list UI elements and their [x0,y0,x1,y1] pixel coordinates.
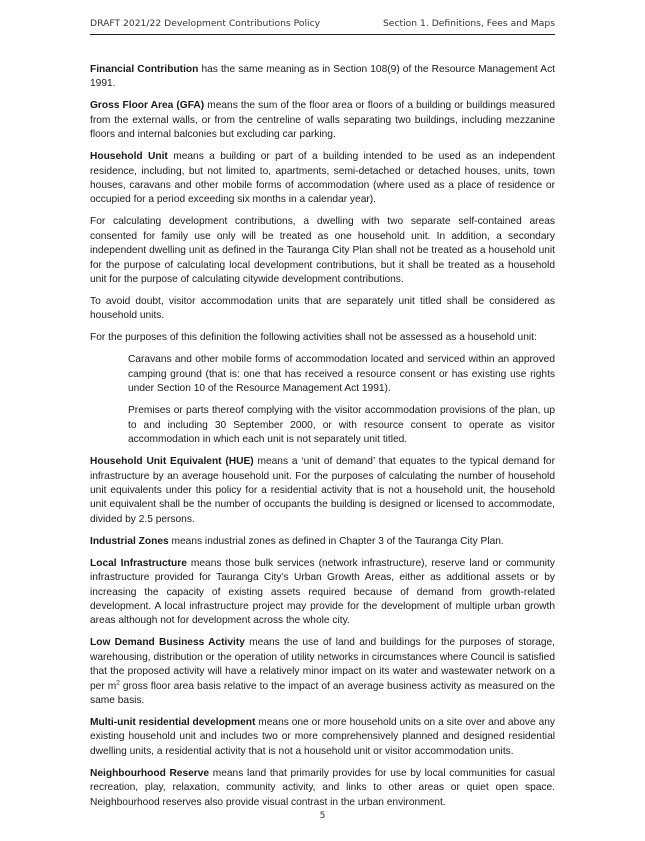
definition-term: Gross Floor Area (GFA) [90,100,205,112]
superscript: 2 [116,679,120,687]
definition-text: means the sum of the floor area or floors of a building or buildings measured from the external walls, or from the centreline of walls separating two buildings, including mezzanine floors and internal balconies but excluding car parking. [90,100,555,141]
header-section-title: Section 1. Definitions, Fees and Maps [382,18,555,29]
definition-term: Low Demand Business Activity [90,637,245,649]
page-header [90,18,555,35]
definition-household-unit-equivalent [90,455,555,527]
definition-text: means those bulk services (network infrastructure), reserve land or community infrastructure provided for Tauranga City’s Urban Growth Areas, either as additional assets or by increasing the capacity of existing assets required because of demand from growth-related development. A local infrastructure project may provide for the development of multiple urban growth areas although not for development across the whole city. [90,557,555,627]
definition-term: Neighbourhood Reserve [90,767,210,779]
definition-term: Multi-unit residential development [90,716,256,728]
definition-household-unit [90,150,555,208]
definition-financial-contribution [90,63,555,92]
exclusion-item: Caravans and other mobile forms of accommodation located and serviced within an approved camping ground (that is: one that has received a resource consent or has existing use rights under Section 10 of the Resource Management Act 1991). [128,354,555,395]
household-paragraph: For calculating development contributions, a dwelling with two separate self-contained areas consented for family use only will be treated as one household unit. In addition, a secondary independent dwelling unit as defined in the Tauranga City Plan shall not be treated as a household unit for the purpose of calculating local development contributions, but it shall be treated as a household unit for the purpose of calculating citywide development contributions. [90,216,555,286]
definition-multi-unit-residential [90,716,555,759]
definition-text: gross floor area basis relative to the impact of an average business activity as measured on the same basis. [90,680,555,706]
household-paragraph: For the purposes of this definition the following activities shall not be assessed as a household unit: [90,332,537,344]
definition-text: has the same meaning as in Section 108(9) of the Resource Management Act 1991. [90,64,556,90]
definition-text: means industrial zones as defined in Chapter 3 of the Tauranga City Plan. [168,535,504,547]
definition-local-infrastructure [90,557,555,629]
household-paragraph: To avoid doubt, visitor accommodation units that are separately unit titled shall be considered as household units. [90,296,555,322]
definition-text: means one or more household units on a site over and above any existing household unit and includes two or more comprehensively planned and designed residential dwelling units, a residential activity that is not a household unit or visitor accommodation units. [90,716,555,757]
definition-term: Industrial Zones [90,535,169,547]
definition-term: Household Unit [90,151,168,163]
header-document-title: DRAFT 2021/22 Development Contributions Policy [90,18,321,29]
definition-text: means a building or part of a building intended to be used as an independent residence, including, but not limited to, apartments, semi-detached or detached houses, units, town houses, caravans and other mobile forms of accommodation (where used as a place of residence or occupied for a period exceeding six months in a calendar year). [90,151,555,206]
definition-term: Local Infrastructure [90,557,187,569]
definition-term: Household Unit Equivalent (HUE) [90,456,254,468]
definition-text: means land that primarily provides for use by local communities for casual recreation, play, relaxation, community activity, and links to other areas or quiet open space. Neighbourhood reserves also provide visual contrast in the urban environment. [90,767,555,808]
page-number: 5 [319,811,326,821]
definition-text: means a ‘unit of demand’ that equates to the typical demand for infrastructure by an average household unit. For the purposes of calculating the number of household unit equivalents under this policy for a residential activity that is not a household unit, the household unit equivalent shall be the number of occupants the building is designed or licensed to accommodate, divided by 2.5 persons. [90,456,555,525]
definition-gross-floor-area [90,99,555,142]
definition-industrial-zones [90,535,555,549]
definition-neighbourhood-reserve [90,767,555,810]
definition-term: Financial Contribution [90,64,199,75]
definition-low-demand-business-activity [90,636,555,708]
exclusion-item: Premises or parts thereof complying with the visitor accommodation provisions of the plan, up to and including 30 September 2000, or with resource consent to operate as visitor accommodation in which each unit is not separately unit titled. [128,405,555,446]
document-body [90,63,555,818]
definition-text: means the use of land and buildings for the purposes of storage, warehousing, distribution or the operation of utility networks in circumstances where Council is satisfied that the proposed activity will have a relatively minor impact on its water and wastewater network on a per m [90,637,555,692]
